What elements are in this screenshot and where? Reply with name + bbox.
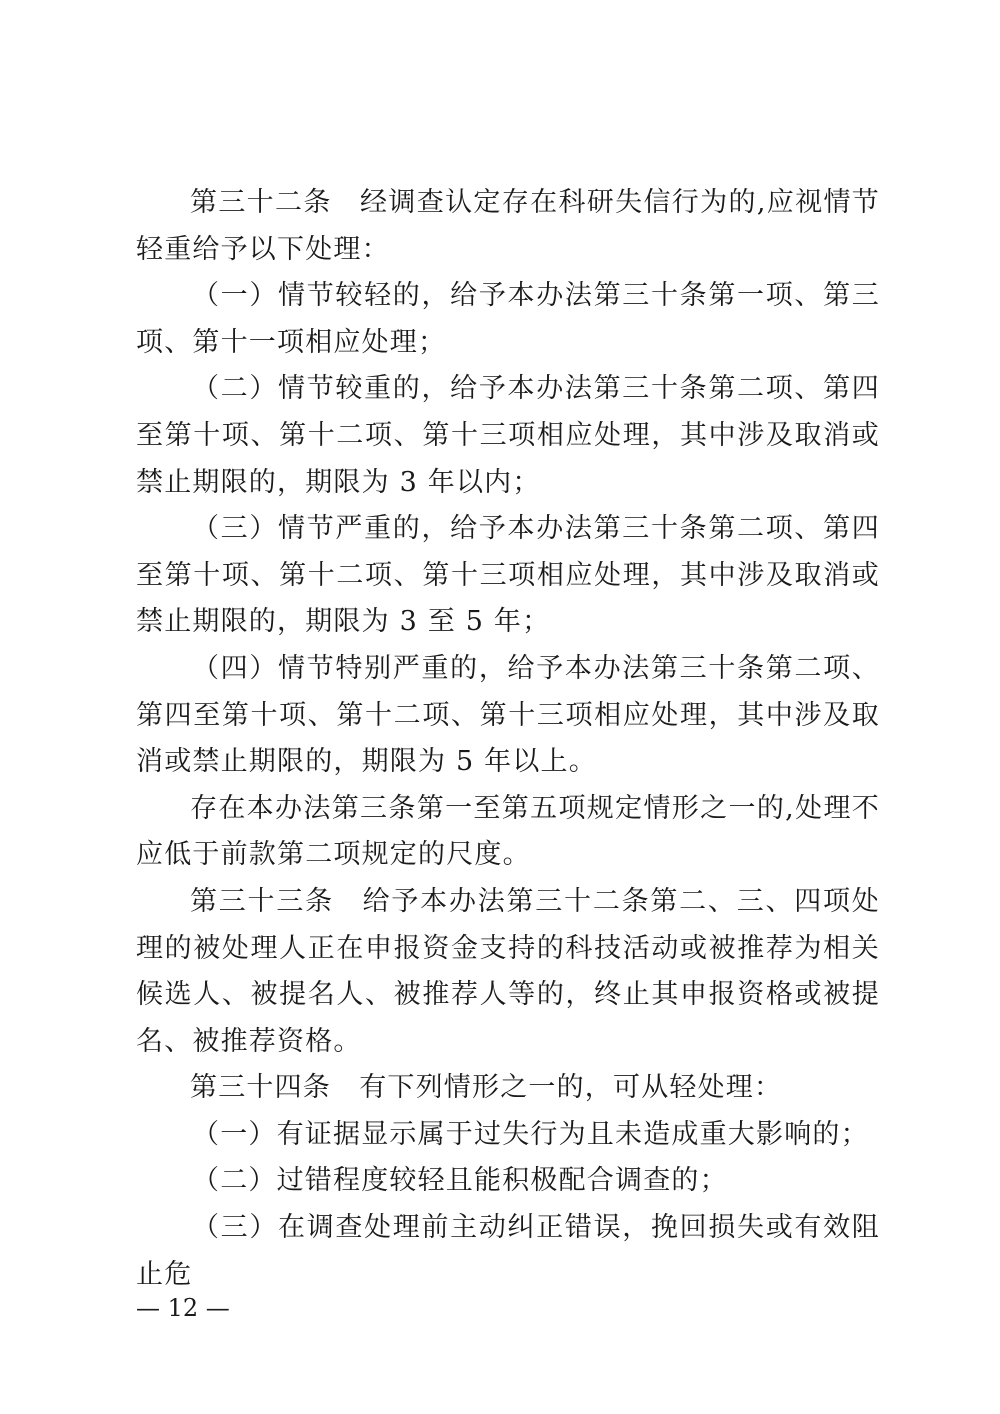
article-32-item-2: （二）情节较重的，给予本办法第三十条第二项、第四至第十项、第十二项、第十三项相应处理，其中涉及取消或禁止期限的，期限为 3 年以内；: [136, 373, 880, 498]
page-number: — 12 —: [136, 1294, 230, 1322]
article-34-item-1: （一）有证据显示属于过失行为且未造成重大影响的；: [192, 1118, 869, 1150]
article-33-paragraph: 第三十三条 给予本办法第三十二条第二、三、四项处理的被处理人正在申报资金支持的科技活动或被推荐为相关候选人、被提名人、被推荐人等的，终止其申报资格或被提名、被推荐资格。: [136, 885, 880, 1057]
article-32-item-1: （一）情节较轻的，给予本办法第三十条第一项、第三项、第十一项相应处理；: [136, 280, 880, 358]
article-34-item-2: （二）过错程度较轻且能积极配合调查的；: [192, 1165, 728, 1197]
article-34-item-3: （三）在调查处理前主动纠正错误，挽回损失或有效阻止危: [136, 1212, 880, 1290]
article-34-paragraph: 第三十四条 有下列情形之一的，可从轻处理：: [190, 1072, 783, 1104]
article-32-note-paragraph: 存在本办法第三条第一至第五项规定情形之一的,处理不应低于前款第二项规定的尺度。: [136, 792, 880, 871]
article-32-paragraph: 第三十二条 经调查认定存在科研失信行为的,应视情节轻重给予以下处理：: [136, 187, 880, 265]
document-body: [136, 180, 880, 1298]
article-32-item-4: （四）情节特别严重的，给予本办法第三十条第二项、第四至第十项、第十二项、第十三项相应处理，其中涉及取消或禁止期限的，期限为 5 年以上。: [136, 652, 880, 778]
article-32-item-3: （三）情节严重的，给予本办法第三十条第二项、第四至第十项、第十二项、第十三项相应处理，其中涉及取消或禁止期限的，期限为 3 至 5 年；: [136, 513, 880, 638]
